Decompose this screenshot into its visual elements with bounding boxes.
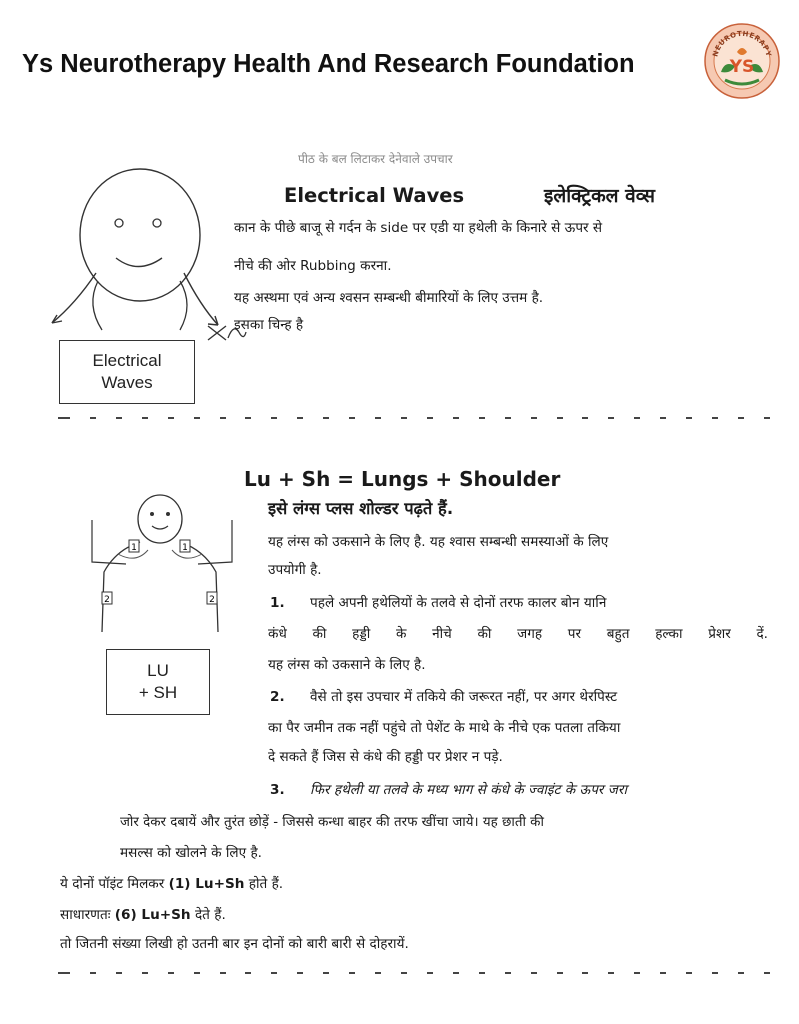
section-divider (58, 970, 770, 976)
shoulder-diagram (66, 492, 246, 642)
bold-count: (1) Lu+Sh (168, 876, 245, 892)
electrical-waves-line-1: कान के पीछे बाजू से गर्दन के side पर एडी या हथेली के किनारे से ऊपर से (234, 220, 603, 236)
intro-line-2: उपयोगी है. (268, 562, 322, 578)
point-marker-1-left: 1 (131, 543, 137, 553)
step-2-line-1: वैसे तो इस उपचार में तकिये की जरूरत नहीं, पर अगर थेरपिस्ट (310, 689, 618, 705)
step-1-line-1: पहले अपनी हथेलियों के तलवे से दोनों तरफ कालर बोन यानि (310, 595, 607, 611)
step-2-line-3: दे सकते हैं जिस से कंधे की हड्डी पर प्रेशर न पड़े. (268, 749, 503, 765)
step-2-line-2: का पैर जमीन तक नहीं पहुंचे तो पेशेंट के माथे के नीचे एक पतला तकिया (268, 720, 621, 736)
closing-line-1: ये दोनों पॉइंट मिलकर (1) Lu+Sh होते हैं. (60, 876, 284, 892)
logo-ring-text: NEUROTHERAPY (711, 29, 773, 58)
closing-line-2: साधारणतः (6) Lu+Sh देते हैं. (60, 907, 226, 923)
label-line-1: Electrical (92, 351, 162, 370)
point-marker-2-left: 2 (104, 595, 110, 605)
step-2-number: 2. (270, 689, 285, 705)
page-title: Ys Neurotherapy Health And Research Foundation (22, 50, 635, 78)
label-line-1: LU (147, 661, 169, 680)
step-3-line-3: मसल्स को खोलने के लिए है. (120, 845, 263, 861)
step-3-line-2: जोर देकर दबायें और तुरंत छोड़ें - जिससे कन्धा बाहर की तरफ खींचा जाये। यह छाती की (120, 815, 544, 830)
step-1-line-2: कंधे की हड्डी के नीचे की जगह पर बहुत हल्का प्रेशर दें. (268, 626, 768, 642)
step-3-number: 3. (270, 782, 285, 798)
section-heading-english: Electrical Waves (284, 184, 465, 207)
label-line-2: + SH (138, 683, 178, 702)
section-subtitle: पीठ के बल लिटाकर देनेवाले उपचार (298, 152, 453, 166)
section-heading-hindi: इलेक्ट्रिकल वेव्स (544, 185, 655, 207)
closing-line-3: तो जितनी संख्या लिखी हो उतनी बार इन दोनों को बारी बारी से दोहरायें. (60, 936, 409, 952)
lu-sh-label-box (106, 649, 210, 715)
step-1-number: 1. (270, 595, 285, 611)
logo-letters: YS (729, 57, 755, 77)
electrical-waves-label-box (59, 340, 195, 404)
electrical-waves-line-4: इसका चिन्ह है (234, 317, 304, 333)
point-marker-1-right: 1 (182, 543, 188, 553)
point-marker-2-right: 2 (209, 595, 215, 605)
label-line-2: Waves (101, 373, 153, 392)
section-divider (58, 415, 770, 421)
lu-sh-heading: Lu + Sh = Lungs + Shoulder (244, 467, 561, 491)
lu-sh-subheading: इसे लंग्स प्लस शोल्डर पढ़ते हैं. (268, 499, 454, 518)
intro-line-1: यह लंग्स को उकसाने के लिए है. यह श्वास सम्बन्धी समस्याओं के लिए (268, 534, 609, 550)
foundation-logo (703, 22, 781, 100)
electrical-waves-line-3: यह अस्थमा एवं अन्य श्वसन सम्बन्धी बीमारियों के लिए उत्तम है. (234, 290, 544, 306)
electrical-waves-line-2: नीचे की ओर Rubbing करना. (234, 258, 392, 274)
step-1-line-3: यह लंग्स को उकसाने के लिए है. (268, 657, 426, 673)
step-3-line-1: फिर हथेली या तलवे के मध्य भाग से कंधे के ज्वाइंट के ऊपर जरा (310, 782, 627, 798)
bold-count: (6) Lu+Sh (114, 907, 191, 923)
